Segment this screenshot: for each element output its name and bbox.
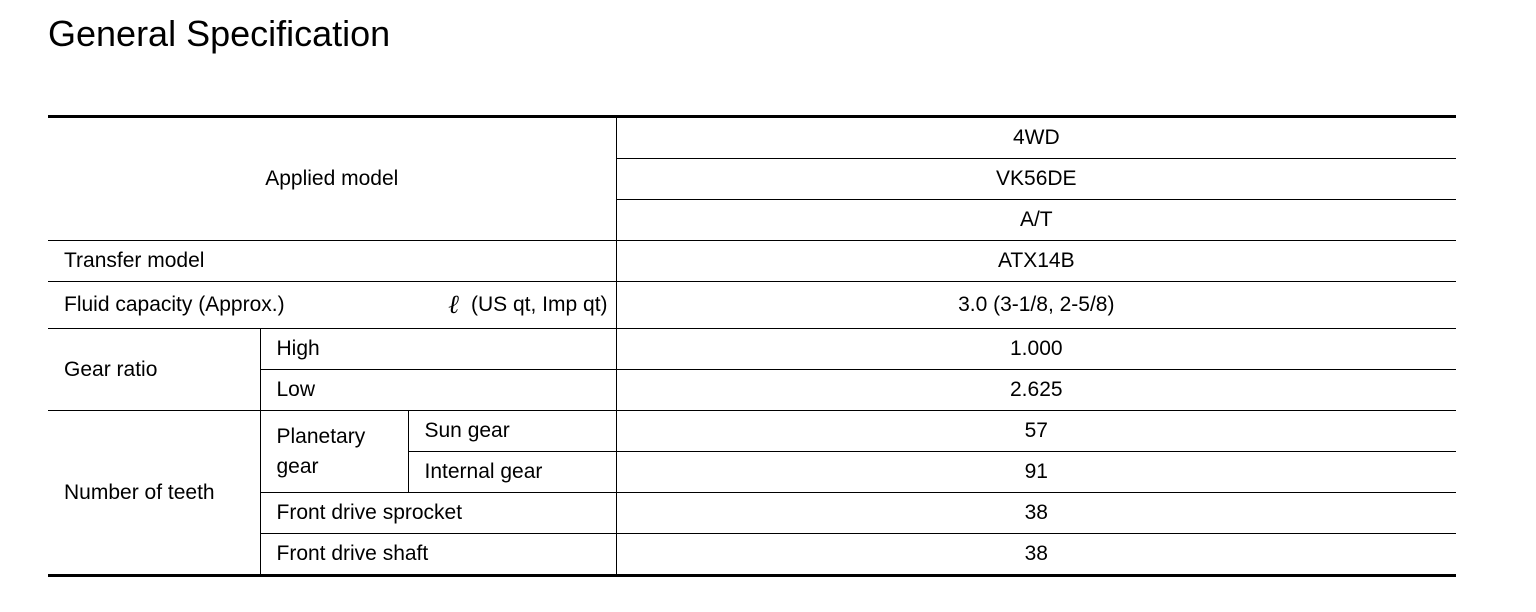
table-row (48, 370, 1456, 411)
front-drive-shaft-value: 38 (616, 534, 1456, 576)
table-row (48, 241, 1456, 282)
fluid-capacity-unit: (US qt, Imp qt) (471, 293, 608, 316)
number-of-teeth-label: Number of teeth (48, 411, 260, 576)
gear-ratio-low-value: 2.625 (616, 370, 1456, 411)
gear-ratio-low-label: Low (260, 370, 616, 411)
front-drive-sprocket-value: 38 (616, 493, 1456, 534)
table-row (48, 117, 1456, 159)
fluid-capacity-cell (48, 282, 616, 329)
table-row (48, 493, 1456, 534)
internal-gear-value: 91 (616, 452, 1456, 493)
general-specification-table (48, 115, 1456, 577)
sun-gear-value: 57 (616, 411, 1456, 452)
transfer-model-label: Transfer model (48, 241, 616, 282)
table-row (48, 282, 1456, 329)
applied-model-label: Applied model (48, 117, 616, 241)
table-row (48, 411, 1456, 452)
applied-model-transmission: A/T (616, 200, 1456, 241)
fluid-capacity-label: Fluid capacity (Approx.) (64, 293, 285, 316)
front-drive-sprocket-label: Front drive sprocket (260, 493, 616, 534)
planetary-gear-label: Planetary gear (260, 411, 408, 493)
front-drive-shaft-label: Front drive shaft (260, 534, 616, 576)
table-row (48, 534, 1456, 576)
applied-model-drive: 4WD (616, 117, 1456, 159)
transfer-model-value: ATX14B (616, 241, 1456, 282)
gear-ratio-high-value: 1.000 (616, 329, 1456, 370)
applied-model-engine: VK56DE (616, 159, 1456, 200)
liter-icon: ℓ (448, 290, 459, 320)
gear-ratio-high-label: High (260, 329, 616, 370)
sun-gear-label: Sun gear (408, 411, 616, 452)
page-title: General Specification (48, 13, 391, 54)
fluid-capacity-value: 3.0 (3-1/8, 2-5/8) (616, 282, 1456, 329)
table-row (48, 329, 1456, 370)
gear-ratio-label: Gear ratio (48, 329, 260, 411)
internal-gear-label: Internal gear (408, 452, 616, 493)
